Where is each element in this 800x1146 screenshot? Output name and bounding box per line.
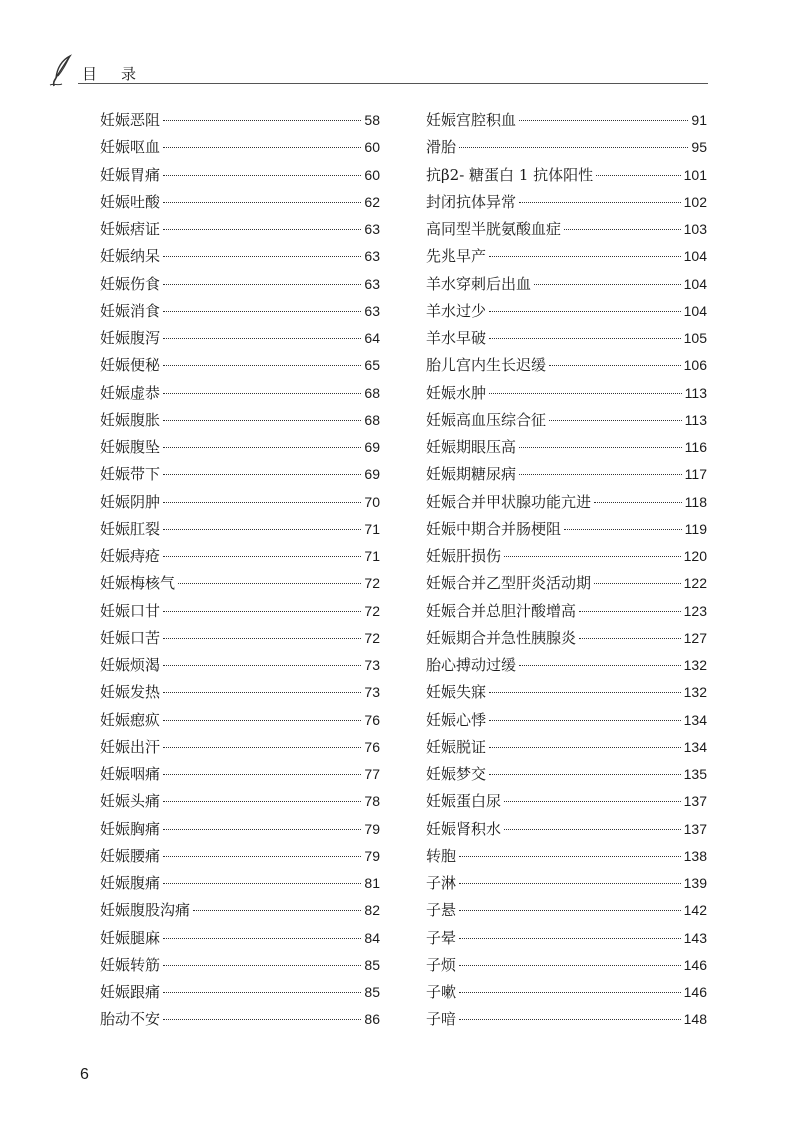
dot-leader [519,665,681,666]
toc-left-column [100,107,380,1034]
toc-entry-title: 妊娠肾积水 [426,819,502,838]
toc-entry-title: 妊娠口甘 [100,601,161,620]
toc-entry-page: 72 [364,602,380,619]
dot-leader [163,747,361,748]
toc-entry[interactable] [426,679,707,706]
dot-leader [596,175,681,176]
toc-entry-title: 妊娠蛋白尿 [426,792,502,811]
dot-leader [489,338,681,339]
toc-entry-page: 72 [364,575,380,592]
toc-entry[interactable] [100,134,380,161]
dot-leader [489,720,681,721]
toc-entry-page: 104 [683,275,707,292]
toc-entry-page: 143 [683,929,707,946]
toc-entry-page: 101 [683,166,707,183]
toc-entry[interactable] [100,925,380,952]
toc-entry[interactable] [100,952,380,979]
toc-entry-title: 妊娠期合并急性胰腺炎 [426,628,577,647]
toc-entry[interactable] [426,189,707,216]
toc-entry-title: 子烦 [426,955,457,974]
toc-entry-title: 妊娠胃痛 [100,165,161,184]
toc-entry[interactable] [100,1006,380,1033]
toc-entry-page: 138 [683,847,707,864]
toc-entry-title: 妊娠合并总胆汁酸增高 [426,601,577,620]
dot-leader [163,529,361,530]
toc-entry-title: 妊娠瘛疭 [100,710,161,729]
toc-entry[interactable] [100,734,380,761]
dot-leader [163,365,361,366]
toc-entry[interactable] [100,516,380,543]
toc-entry-title: 胎心搏动过缓 [426,656,517,674]
dot-leader [489,393,682,394]
dot-leader [579,638,681,639]
toc-entry-title: 妊娠中期合并肠梗阻 [426,519,562,538]
dot-leader [564,529,682,530]
toc-entry-title: 高同型半胱氨酸血症 [426,220,562,238]
dot-leader [459,938,681,939]
title-char-1: 目 [82,65,98,83]
dot-leader [489,692,681,693]
toc-entry[interactable] [100,489,380,516]
dot-leader [163,256,361,257]
dot-leader [549,365,681,366]
toc-entry[interactable] [100,761,380,788]
dot-leader [163,474,361,475]
dot-leader [163,801,361,802]
toc-entry-title: 妊娠腹泻 [100,329,161,347]
toc-entry-page: 84 [364,929,380,946]
toc-entry-page: 148 [683,1011,707,1028]
toc-entry-title: 妊娠高血压综合征 [426,410,547,429]
toc-entry-title: 羊水早破 [426,329,487,347]
toc-entry-title: 妊娠带下 [100,465,161,484]
dot-leader [163,175,361,176]
toc-entry[interactable] [426,843,707,870]
toc-entry-title: 妊娠虚恭 [100,383,161,402]
toc-entry[interactable] [426,325,707,352]
toc-entry-page: 62 [364,193,380,210]
toc-entry-title: 妊娠脱证 [426,737,487,756]
dot-leader [163,611,361,612]
toc-entry[interactable] [100,271,380,298]
toc-entry[interactable] [100,979,380,1006]
toc-entry-page: 69 [364,439,380,455]
toc-entry[interactable] [100,652,380,679]
toc-entry-page: 118 [684,493,707,510]
toc-entry-title: 胎动不安 [100,1010,161,1029]
toc-entry[interactable] [100,380,380,407]
toc-entry-page: 60 [364,166,380,183]
toc-entry-title: 滑胎 [426,138,457,157]
toc-title [82,63,136,84]
toc-entry[interactable] [100,543,380,570]
toc-entry-page: 116 [684,439,707,455]
toc-entry[interactable] [426,434,707,461]
toc-entry-title: 妊娠消食 [100,301,161,320]
toc-entry-page: 137 [683,793,707,810]
toc-entry-title: 子淋 [426,874,457,892]
dot-leader [459,1019,681,1020]
toc-entry[interactable] [426,407,707,434]
toc-entry-page: 119 [684,520,707,537]
toc-entry[interactable] [426,570,707,597]
toc-entry[interactable] [426,543,707,570]
dot-leader [163,556,361,557]
toc-entry-page: 70 [364,493,380,510]
toc-entry-title: 转胞 [426,846,457,865]
toc-entry[interactable] [100,243,380,270]
toc-entry-page: 73 [364,657,380,673]
page-number: 6 [80,1066,89,1083]
toc-entry-page: 120 [683,548,707,564]
toc-entry-title: 妊娠腹痛 [100,874,161,892]
toc-entry-title: 妊娠呕血 [100,138,161,157]
toc-entry-title: 妊娠阴肿 [100,492,161,511]
toc-entry-title: 妊娠痔疮 [100,547,161,565]
toc-entry-page: 63 [364,302,380,319]
dot-leader [489,256,681,257]
toc-entry-page: 142 [683,902,707,919]
toc-entry-page: 91 [691,112,707,128]
toc-entry[interactable] [100,434,380,461]
toc-entry-page: 69 [364,466,380,483]
toc-entry-page: 79 [364,847,380,864]
toc-entry[interactable] [100,788,380,815]
title-char-2: 录 [121,65,137,83]
dot-leader [459,883,681,884]
toc-entry-page: 71 [364,520,380,537]
toc-entry-title: 抗β2- 糖蛋白 1 抗体阳性 [426,165,594,184]
toc-entry[interactable] [100,843,380,870]
toc-entry-title: 羊水穿刺后出血 [426,274,532,293]
toc-entry[interactable] [426,352,707,379]
toc-entry-title: 封闭抗体异常 [426,192,517,211]
dot-leader [504,829,681,830]
toc-entry-title: 妊娠胸痛 [100,819,161,838]
toc-entry-title: 妊娠肝损伤 [426,547,502,565]
toc-entry[interactable] [426,952,707,979]
toc-entry-page: 134 [683,738,707,755]
toc-entry-page: 127 [683,629,707,646]
toc-entry[interactable] [100,162,380,189]
dot-leader [163,420,361,421]
dot-leader [193,910,361,911]
dot-leader [459,910,681,911]
toc-entry-page: 68 [364,411,380,428]
toc-entry-title: 子悬 [426,901,457,920]
toc-entry[interactable] [426,298,707,325]
toc-entry-title: 妊娠出汗 [100,737,161,756]
toc-entry-page: 63 [364,221,380,237]
dot-leader [163,202,361,203]
toc-entry[interactable] [100,216,380,243]
toc-entry[interactable] [426,107,707,134]
dot-leader [163,774,361,775]
dot-leader [163,883,361,884]
toc-entry[interactable] [426,897,707,924]
toc-entry-page: 95 [691,139,707,156]
toc-entry-title: 先兆早产 [426,247,487,266]
toc-entry-page: 117 [684,466,707,483]
page-header [48,52,708,86]
toc-entry-page: 85 [364,956,380,973]
toc-entry[interactable] [426,816,707,843]
toc-entry-page: 76 [364,711,380,728]
toc-entry-page: 68 [364,384,380,401]
dot-leader [163,1019,361,1020]
toc-entry-page: 58 [364,112,380,128]
toc-entry-title: 妊娠腹股沟痛 [100,901,191,920]
toc-entry[interactable] [426,516,707,543]
toc-entry-page: 73 [364,684,380,701]
toc-entry-page: 78 [364,793,380,810]
toc-entry-title: 妊娠梦交 [426,765,487,783]
toc-entry[interactable] [426,761,707,788]
dot-leader [163,393,361,394]
toc-entry-page: 76 [364,738,380,755]
toc-entry-title: 妊娠腹胀 [100,410,161,429]
toc-entry-page: 86 [364,1011,380,1028]
toc-entry-page: 63 [364,275,380,292]
toc-entry-title: 妊娠咽痛 [100,765,161,783]
toc-entry-title: 子嗽 [426,983,457,1001]
toc-entry-title: 妊娠期糖尿病 [426,465,517,484]
toc-entry[interactable] [100,679,380,706]
dot-leader [564,229,681,230]
quill-pen-icon [48,54,76,88]
dot-leader [178,583,361,584]
toc-entry-page: 85 [364,984,380,1000]
dot-leader [163,338,361,339]
dot-leader [163,665,361,666]
toc-entry-page: 137 [683,820,707,837]
toc-entry-title: 妊娠痞证 [100,220,161,238]
toc-entry[interactable] [426,243,707,270]
toc-entry-page: 134 [683,711,707,728]
dot-leader [594,502,682,503]
dot-leader [519,447,682,448]
toc-entry[interactable] [100,461,380,488]
toc-entry-page: 63 [364,248,380,265]
toc-entry-title: 胎儿宫内生长迟缓 [426,356,547,375]
toc-entry-title: 妊娠便秘 [100,356,161,375]
toc-entry[interactable] [100,816,380,843]
toc-entry-page: 113 [684,411,707,428]
toc-entry-title: 妊娠梅核气 [100,574,176,593]
toc-entry[interactable] [100,570,380,597]
toc-entry-title: 妊娠腰痛 [100,846,161,865]
dot-leader [163,992,361,993]
toc-entry-page: 103 [683,221,707,237]
toc-entry-page: 81 [364,875,380,891]
toc-entry-page: 132 [683,684,707,701]
toc-entry-title: 妊娠发热 [100,683,161,702]
toc-right-column [426,107,707,1034]
toc-entry-page: 82 [364,902,380,919]
dot-leader [594,583,681,584]
toc-entry[interactable] [100,325,380,352]
dot-leader [579,611,681,612]
toc-entry-title: 子喑 [426,1010,457,1029]
toc-entry-page: 146 [683,956,707,973]
toc-entry-title: 妊娠跟痛 [100,983,161,1001]
toc-entry[interactable] [426,788,707,815]
toc-entry[interactable] [100,870,380,897]
header-rule [78,83,708,84]
dot-leader [459,992,681,993]
toc-entry-title: 妊娠期眼压高 [426,438,517,456]
toc-entry[interactable] [426,707,707,734]
toc-entry-title: 妊娠吐酸 [100,192,161,211]
toc-entry[interactable] [426,380,707,407]
dot-leader [163,229,361,230]
toc-entry-title: 妊娠宫腔积血 [426,111,517,129]
toc-entry-page: 135 [683,766,707,782]
dot-leader [163,720,361,721]
toc-entry[interactable] [426,271,707,298]
toc-entry-title: 妊娠肛裂 [100,519,161,538]
toc-entry[interactable] [426,652,707,679]
dot-leader [489,311,681,312]
toc-entry-page: 106 [683,357,707,374]
toc-entry[interactable] [426,598,707,625]
dot-leader [163,284,361,285]
toc-entry[interactable] [426,925,707,952]
dot-leader [504,801,681,802]
dot-leader [459,856,681,857]
dot-leader [519,202,681,203]
toc-entry[interactable] [100,298,380,325]
dot-leader [163,829,361,830]
toc-entry[interactable] [426,216,707,243]
toc-entry-title: 羊水过少 [426,301,487,320]
toc-entry[interactable] [100,625,380,652]
toc-entry-page: 60 [364,139,380,156]
toc-entry[interactable] [100,107,380,134]
dot-leader [459,965,681,966]
toc-entry-page: 113 [684,384,707,401]
toc-entry-title: 妊娠水肿 [426,383,487,402]
toc-entry[interactable] [426,162,707,189]
toc-entry-page: 72 [364,629,380,646]
dot-leader [459,147,688,148]
toc-entry-title: 妊娠纳呆 [100,247,161,266]
toc-entry-page: 146 [683,984,707,1000]
toc-entry[interactable] [426,461,707,488]
toc-entry-page: 79 [364,820,380,837]
toc-entry-title: 妊娠恶阻 [100,111,161,129]
dot-leader [163,965,361,966]
toc-entry[interactable] [100,897,380,924]
toc-entry[interactable] [426,489,707,516]
dot-leader [163,502,361,503]
toc-entry[interactable] [100,598,380,625]
toc-entry[interactable] [426,134,707,161]
dot-leader [163,692,361,693]
dot-leader [163,447,361,448]
toc-entry-page: 71 [364,548,380,564]
toc-entry[interactable] [426,870,707,897]
dot-leader [519,474,682,475]
toc-entry-page: 122 [683,575,707,592]
toc-entry[interactable] [426,625,707,652]
toc-entry-title: 妊娠转筋 [100,955,161,974]
toc-entry-page: 139 [683,875,707,891]
toc-entry-title: 妊娠合并乙型肝炎活动期 [426,574,592,593]
toc-entry-title: 妊娠口苦 [100,628,161,647]
dot-leader [163,311,361,312]
toc-entry-title: 妊娠伤食 [100,274,161,293]
toc-entry-title: 妊娠心悸 [426,710,487,729]
toc-entry[interactable] [100,352,380,379]
toc-entry-title: 妊娠失寐 [426,683,487,702]
toc-entry-page: 64 [364,330,380,346]
toc-entry-page: 132 [683,657,707,673]
toc-entry-title: 妊娠腿麻 [100,928,161,947]
toc-entry[interactable] [426,1006,707,1033]
toc-entry-page: 65 [364,357,380,374]
toc-entry[interactable] [100,189,380,216]
dot-leader [163,938,361,939]
toc-entry-page: 105 [683,330,707,346]
toc-entry-page: 102 [683,193,707,210]
toc-entry-page: 77 [364,766,380,782]
dot-leader [163,856,361,857]
toc-entry-title: 妊娠头痛 [100,792,161,811]
dot-leader [163,638,361,639]
dot-leader [504,556,681,557]
dot-leader [163,147,361,148]
dot-leader [489,774,681,775]
toc-entry-title: 子晕 [426,928,457,947]
dot-leader [534,284,681,285]
toc-entry[interactable] [426,979,707,1006]
toc-entry-page: 104 [683,302,707,319]
toc-entry-title: 妊娠烦渴 [100,656,161,674]
dot-leader [549,420,682,421]
toc-entry[interactable] [426,734,707,761]
toc-entry-page: 104 [683,248,707,265]
toc-entry-page: 123 [683,602,707,619]
dot-leader [519,120,688,121]
toc-entry[interactable] [100,707,380,734]
toc-entry[interactable] [100,407,380,434]
dot-leader [163,120,361,121]
dot-leader [489,747,681,748]
toc-entry-title: 妊娠合并甲状腺功能亢进 [426,492,592,511]
toc-entry-title: 妊娠腹坠 [100,438,161,456]
